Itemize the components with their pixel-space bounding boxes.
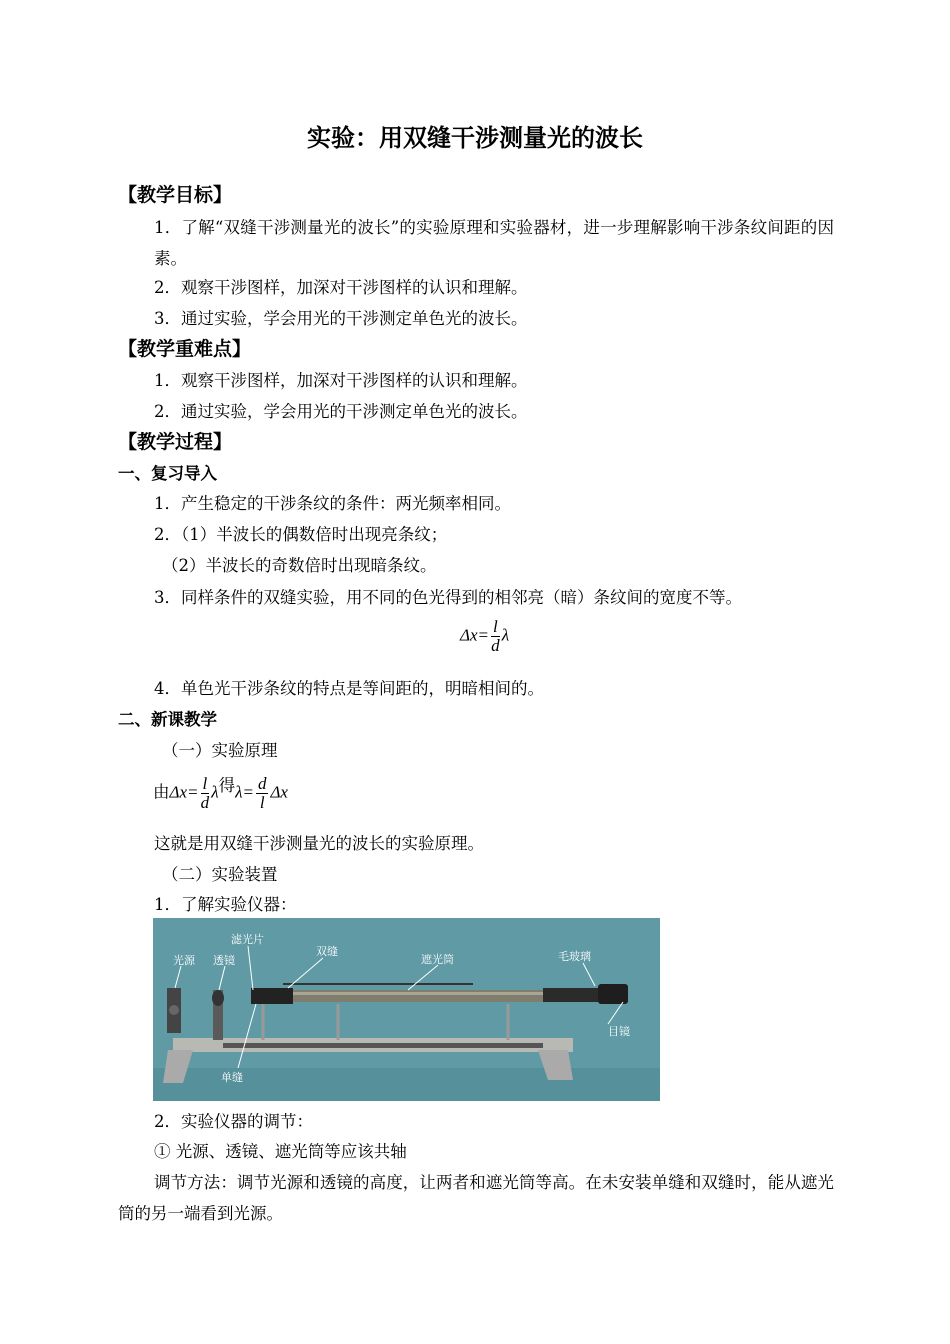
adjust-method: 调节方法：调节光源和透镜的高度，让两者和遮光筒等高。在未安装单缝和双缝时，能从遮光筒的另一端看到光源。 [118, 1173, 834, 1223]
label-light-source: 光源 [173, 954, 195, 967]
label-shading-tube: 遮光筒 [421, 953, 454, 966]
page-title: 实验：用双缝干涉测量光的波长 [307, 124, 643, 152]
coaxial-note: ① 光源、透镜、遮光筒等应该共轴 [154, 1142, 407, 1161]
apparatus-step-1: 1．了解实验仪器： [154, 895, 297, 914]
formula-denominator: d [491, 636, 500, 655]
formula-principle-frac1 [201, 775, 210, 812]
newlesson-heading: 二、新课教学 [118, 710, 217, 729]
light-source-lamp [169, 1005, 179, 1015]
formula-lhs: Δx= [460, 625, 489, 645]
frac1-numerator: l [202, 774, 208, 794]
goal-1 [118, 212, 834, 274]
label-eyepiece: 目镜 [608, 1025, 630, 1038]
label-double-slit: 双缝 [316, 945, 338, 958]
section-goals: 【教学目标】 [118, 184, 233, 206]
formula-principle [153, 772, 288, 812]
formula-principle-rhs2: Δx [270, 782, 288, 802]
principle-heading: （一）实验原理 [162, 741, 278, 760]
label-filter: 滤光片 [231, 933, 264, 946]
formula-lambda: λ [211, 782, 219, 802]
review-1: 1．产生稳定的干涉条纹的条件：两光频率相同。 [154, 494, 511, 513]
section-keypoints: 【教学重难点】 [118, 338, 252, 360]
tube-highlight [253, 992, 548, 995]
formula-rhs: λ [501, 625, 510, 645]
review-2: 2．（1）半波长的偶数倍时出现亮条纹； [154, 525, 448, 544]
apparatus-step-2: 2．实验仪器的调节： [154, 1112, 313, 1131]
lens [212, 990, 224, 1006]
section-process: 【教学过程】 [118, 431, 233, 453]
formula-get: 得 [218, 776, 236, 795]
formula-principle-frac2 [256, 775, 269, 812]
label-ground-glass: 毛玻璃 [558, 950, 591, 963]
shading-tube [253, 990, 548, 1002]
apparatus-photo [153, 918, 660, 1101]
frac2-denominator: l [259, 793, 265, 813]
slit-holder [251, 988, 293, 1004]
apparatus-heading: （二）实验装置 [162, 865, 278, 884]
formula-fraction [491, 618, 500, 655]
goal-1-text: 1．了解“双缝干涉测量光的波长”的实验原理和实验器材，进一步理解影响干涉条纹间距的因素。 [154, 218, 834, 268]
eyepiece [598, 984, 628, 1004]
frac2-numerator: d [257, 774, 267, 794]
label-single-slit: 单缝 [221, 1071, 243, 1084]
label-lens: 透镜 [213, 954, 235, 967]
formula-numerator: l [493, 617, 498, 636]
review-heading: 一、复习导入 [118, 464, 217, 483]
formula-prefix: 由 [153, 782, 170, 802]
keypoint-1: 1．观察干涉图样，加深对干涉图样的认识和理解。 [154, 371, 528, 390]
formula-principle-lhs: Δx= [169, 782, 199, 802]
formula-principle-lhs2: λ= [235, 782, 254, 802]
principle-summary: 这就是用双缝干涉测量光的波长的实验原理。 [154, 834, 484, 853]
formula-fringe-spacing [460, 618, 509, 655]
eyepiece-tube [543, 988, 598, 1002]
frac1-denominator: d [200, 793, 210, 813]
keypoint-2: 2．通过实验，学会用光的干涉测定单色光的波长。 [154, 402, 528, 421]
goal-2: 2．观察干涉图样，加深对干涉图样的认识和理解。 [154, 278, 528, 297]
review-4: 4．单色光干涉条纹的特点是等间距的，明暗相间的。 [154, 679, 544, 698]
goal-3: 3．通过实验，学会用光的干涉测定单色光的波长。 [154, 309, 528, 328]
review-2b: （2）半波长的奇数倍时出现暗条纹。 [162, 556, 437, 575]
rail-scale [223, 1043, 543, 1048]
review-3: 3．同样条件的双缝实验，用不同的色光得到的相邻亮（暗）条纹间的宽度不等。 [154, 588, 742, 607]
